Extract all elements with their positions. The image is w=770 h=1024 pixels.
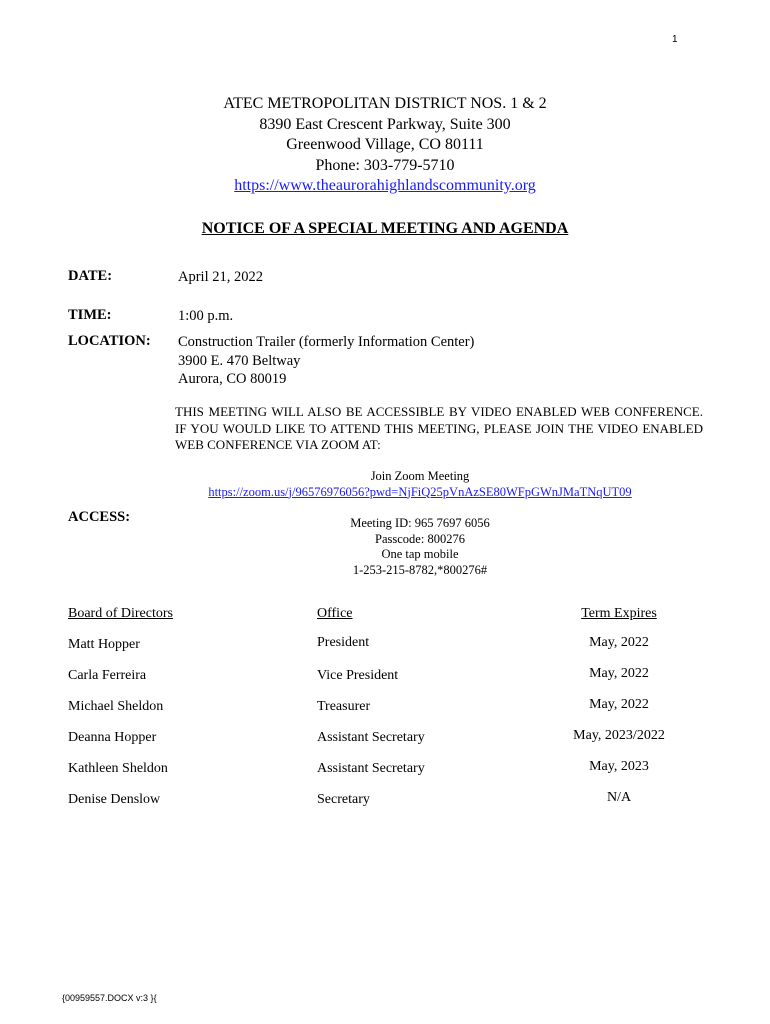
dial-in-number: 1-253-215-8782,*800276# xyxy=(352,562,488,577)
director-name: Matt Hopper xyxy=(68,637,140,652)
director-term: N/A xyxy=(606,790,632,805)
meeting-id: Meeting ID: 965 7697 6056 xyxy=(350,516,490,530)
page-number: 1 xyxy=(672,34,678,45)
location-line3: Aurora, CO 80019 xyxy=(178,371,287,387)
header-office: Office xyxy=(317,606,353,621)
zoom-details xyxy=(120,516,720,578)
director-term: May, 2022 xyxy=(589,666,649,681)
conference-notice: THIS MEETING WILL ALSO BE ACCESSIBLE BY VIDEO ENABLED WEB CONFERENCE. IF YOU WOULD LIKE TO ATTEND THIS MEETING, PLEASE JOIN THE VIDEO ENABLED WEB CONFERENCE VIA ZOOM AT: xyxy=(175,404,703,452)
location-value xyxy=(178,333,474,389)
district-header xyxy=(0,94,770,197)
director-office: Treasurer xyxy=(317,699,371,714)
header-board-of-directors: Board of Directors xyxy=(68,606,173,621)
director-office: Assistant Secretary xyxy=(317,730,425,745)
board-table xyxy=(68,606,688,823)
table-row xyxy=(68,699,688,730)
date-label: DATE: xyxy=(68,268,113,284)
district-city: Greenwood Village, CO 80111 xyxy=(286,136,484,153)
access-label: ACCESS: xyxy=(68,509,131,525)
director-term: May, 2023 xyxy=(589,759,649,774)
table-row xyxy=(68,792,688,823)
passcode: Passcode: 800276 xyxy=(375,531,465,546)
document-footer: {00959557.DOCX v:3 }{ xyxy=(62,993,157,1003)
district-address: 8390 East Crescent Parkway, Suite 300 xyxy=(259,115,511,133)
director-office: Secretary xyxy=(317,792,370,807)
date-value: April 21, 2022 xyxy=(178,269,263,285)
director-term: May, 2022 xyxy=(589,697,649,712)
director-term: May, 2023/2022 xyxy=(573,728,665,743)
zoom-join-label: Join Zoom Meeting xyxy=(370,469,470,483)
director-office: Vice President xyxy=(317,668,399,683)
table-row xyxy=(68,761,688,792)
table-row xyxy=(68,730,688,761)
one-tap-label: One tap mobile xyxy=(381,547,459,561)
website-link[interactable]: https://www.theaurorahighlandscommunity.org xyxy=(234,177,536,194)
location-label: LOCATION: xyxy=(68,333,151,349)
district-name: ATEC METROPOLITAN DISTRICT NOS. 1 & 2 xyxy=(223,95,547,112)
location-line2: 3900 E. 470 Beltway xyxy=(178,352,301,369)
time-label: TIME: xyxy=(68,307,112,323)
director-office: Assistant Secretary xyxy=(317,761,425,776)
director-name: Carla Ferreira xyxy=(68,668,147,683)
time-value: 1:00 p.m. xyxy=(178,308,234,324)
notice-title: NOTICE OF A SPECIAL MEETING AND AGENDA xyxy=(201,220,569,237)
director-name: Denise Denslow xyxy=(68,792,161,807)
director-office: President xyxy=(317,635,370,650)
zoom-link[interactable]: https://zoom.us/j/96576976056?pwd=NjFiQ25pVnAzSE80WFpGWnJMaTNqUT09 xyxy=(208,484,632,499)
table-row xyxy=(68,668,688,699)
location-line1: Construction Trailer (formerly Information Center) xyxy=(178,334,475,350)
table-row xyxy=(68,637,688,668)
district-phone: Phone: 303-779-5710 xyxy=(315,156,455,174)
director-term: May, 2022 xyxy=(589,635,649,650)
director-name: Michael Sheldon xyxy=(68,699,164,714)
header-term-expires: Term Expires xyxy=(581,606,657,621)
director-name: Deanna Hopper xyxy=(68,730,157,745)
zoom-join-block xyxy=(120,469,720,500)
board-header-row xyxy=(68,606,688,637)
director-name: Kathleen Sheldon xyxy=(68,761,168,776)
